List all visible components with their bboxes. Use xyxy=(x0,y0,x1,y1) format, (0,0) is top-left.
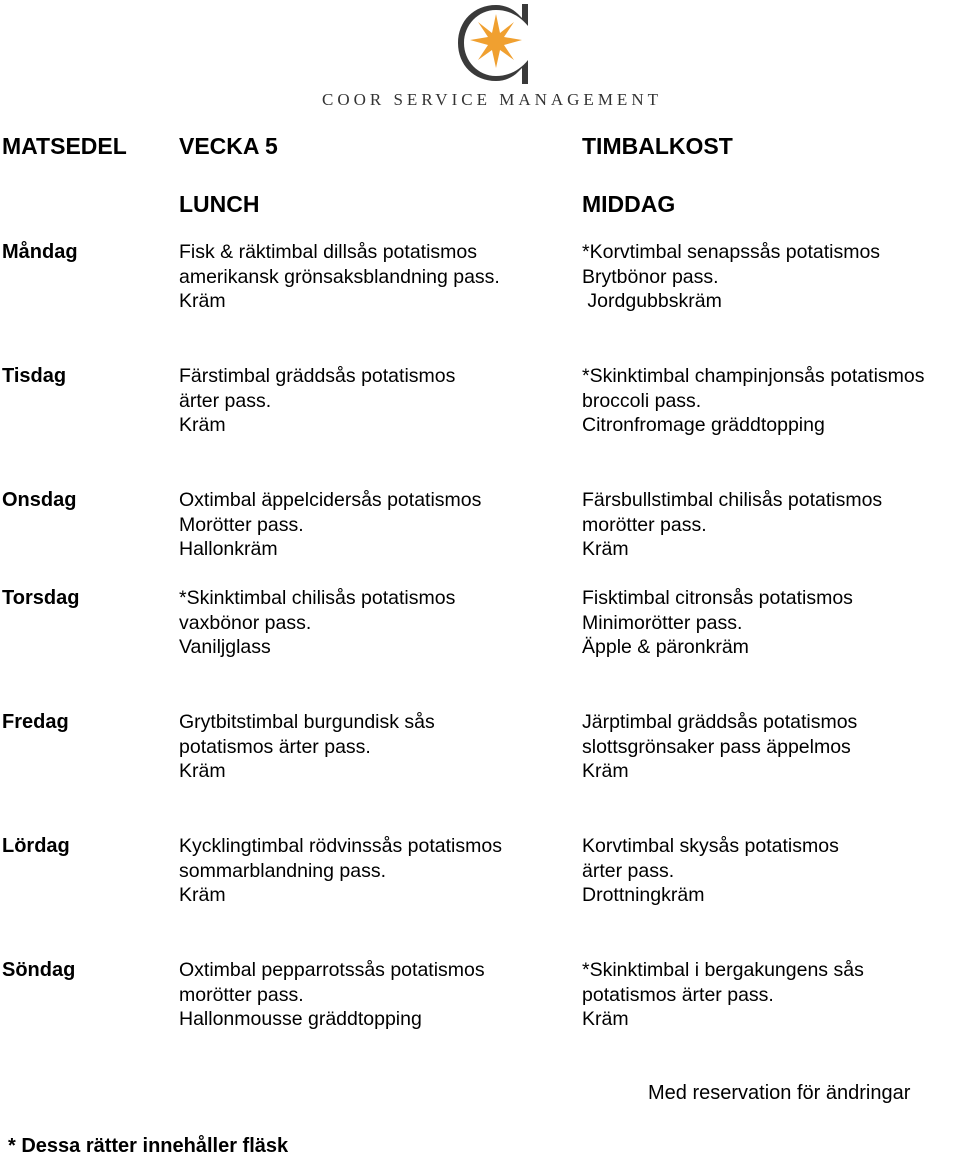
dinner-cell xyxy=(582,488,882,562)
lunch-line: Färstimbal gräddsås potatismos xyxy=(179,365,456,387)
lunch-line: Vaniljglass xyxy=(179,636,271,659)
lunch-line: amerikansk grönsaksblandning pass. xyxy=(179,265,500,288)
lunch-line: ärter pass. xyxy=(179,389,272,412)
dinner-cell xyxy=(582,834,839,908)
dinner-line: *Korvtimbal senapssås potatismos xyxy=(582,241,881,263)
dinner-line: Fisktimbal citronsås potatismos xyxy=(582,587,853,609)
dinner-line: broccoli pass. xyxy=(582,389,702,412)
lunch-line: Kräm xyxy=(179,290,226,313)
dinner-line: Brytbönor pass. xyxy=(582,265,719,288)
lunch-line: vaxbönor pass. xyxy=(179,611,312,634)
lunch-line: Oxtimbal pepparrotssås potatismos xyxy=(179,959,485,981)
dinner-heading: MIDDAG xyxy=(582,191,676,217)
dinner-cell xyxy=(582,586,853,660)
day-label: Onsdag xyxy=(2,489,77,511)
dinner-line: potatismos ärter pass. xyxy=(582,983,774,1006)
dinner-cell xyxy=(582,958,864,1032)
lunch-cell xyxy=(179,710,435,784)
lunch-cell xyxy=(179,958,485,1032)
lunch-cell xyxy=(179,834,502,908)
lunch-line: Kycklingtimbal rödvinssås potatismos xyxy=(179,835,502,857)
dinner-line: Kräm xyxy=(582,538,629,561)
dinner-line: Jordgubbskräm xyxy=(582,290,722,313)
dinner-line: Kräm xyxy=(582,760,629,783)
menu-title: MATSEDEL xyxy=(2,133,127,159)
dinner-cell xyxy=(582,240,880,314)
lunch-line: Kräm xyxy=(179,414,226,437)
lunch-line: Fisk & räktimbal dillsås potatismos xyxy=(179,241,478,263)
dinner-line: Färsbullstimbal chilisås potatismos xyxy=(582,489,883,511)
lunch-line: morötter pass. xyxy=(179,983,304,1006)
dinner-line: ärter pass. xyxy=(582,859,675,882)
dinner-line: Drottningkräm xyxy=(582,884,705,907)
logo-wordmark: COOR SERVICE MANAGEMENT xyxy=(322,90,662,109)
lunch-cell xyxy=(179,240,500,314)
lunch-line: Hallonkräm xyxy=(179,538,278,561)
dinner-line: Järptimbal gräddsås potatismos xyxy=(582,711,858,733)
lunch-line: *Skinktimbal chilisås potatismos xyxy=(179,587,456,609)
menu-type: TIMBALKOST xyxy=(582,133,733,159)
reservation-note: Med reservation för ändringar xyxy=(648,1082,911,1104)
day-label: Lördag xyxy=(2,835,70,857)
lunch-cell xyxy=(179,586,455,660)
pork-footnote: * Dessa rätter innehåller fläsk xyxy=(8,1135,289,1157)
lunch-line: sommarblandning pass. xyxy=(179,859,387,882)
lunch-line: Morötter pass. xyxy=(179,513,304,536)
day-label: Söndag xyxy=(2,959,76,981)
dinner-line: Korvtimbal skysås potatismos xyxy=(582,835,839,857)
lunch-cell xyxy=(179,364,455,438)
day-label: Måndag xyxy=(2,241,78,263)
dinner-line: *Skinktimbal i bergakungens sås xyxy=(582,959,864,981)
day-label: Torsdag xyxy=(2,587,80,609)
dinner-line: *Skinktimbal champinjonsås potatismos xyxy=(582,365,925,387)
coor-logo xyxy=(300,0,680,112)
lunch-cell xyxy=(179,488,481,562)
lunch-line: Hallonmousse gräddtopping xyxy=(179,1008,422,1031)
day-label: Tisdag xyxy=(2,365,67,387)
dinner-line: Kräm xyxy=(582,1008,629,1031)
lunch-line: Grytbitstimbal burgundisk sås xyxy=(179,711,435,733)
dinner-line: morötter pass. xyxy=(582,513,707,536)
coor-star-c-logo-icon xyxy=(446,0,536,86)
lunch-line: Kräm xyxy=(179,760,226,783)
day-label: Fredag xyxy=(2,711,69,733)
lunch-line: Oxtimbal äppelcidersås potatismos xyxy=(179,489,482,511)
week-label: VECKA 5 xyxy=(179,133,278,159)
dinner-line: Äpple & päronkräm xyxy=(582,636,749,659)
dinner-line: Citronfromage gräddtopping xyxy=(582,414,825,437)
dinner-cell xyxy=(582,364,925,438)
dinner-line: Minimorötter pass. xyxy=(582,611,743,634)
lunch-heading: LUNCH xyxy=(179,191,260,217)
dinner-line: slottsgrönsaker pass äppelmos xyxy=(582,735,851,758)
lunch-line: Kräm xyxy=(179,884,226,907)
lunch-line: potatismos ärter pass. xyxy=(179,735,371,758)
dinner-cell xyxy=(582,710,857,784)
